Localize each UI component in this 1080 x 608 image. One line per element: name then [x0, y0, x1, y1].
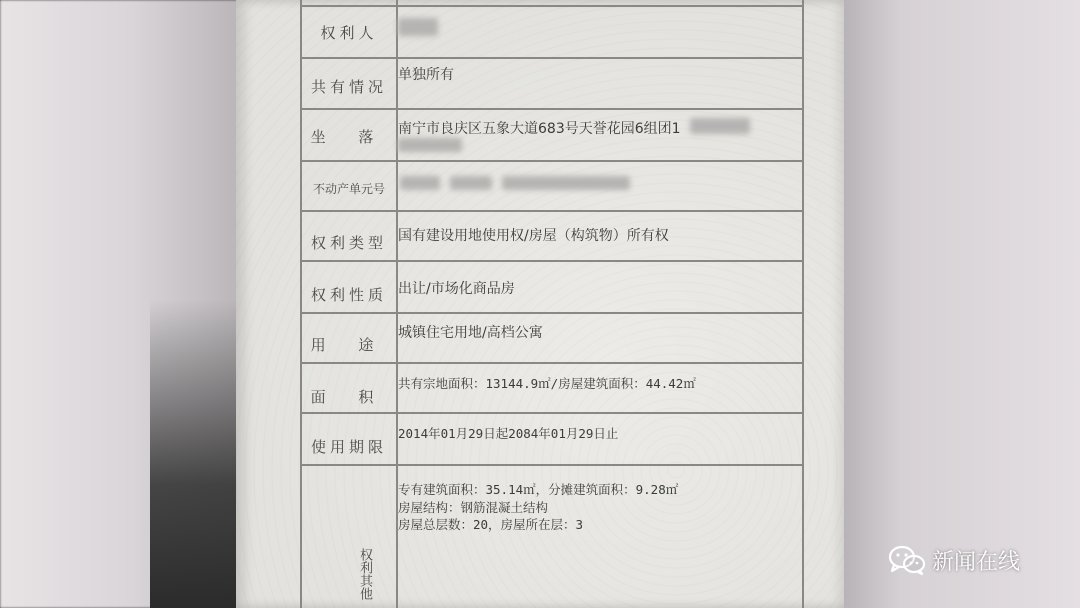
row-divider [300, 464, 802, 466]
wechat-icon [888, 544, 926, 576]
value-right-type: 国有建设用地使用权/房屋（构筑物）所有权 [398, 228, 669, 244]
redacted-location-unit [690, 118, 750, 134]
row-divider [300, 5, 802, 7]
value-right-nature: 出让/市场化商品房 [398, 281, 515, 297]
background-right [842, 0, 1080, 608]
background-shadow [150, 300, 245, 608]
row-divider [300, 57, 802, 59]
value-other-line-1: 专有建筑面积：35.14㎡，分摊建筑面积：9.28㎡ [398, 482, 679, 497]
redacted-unit-number-1 [400, 176, 440, 190]
redacted-location-line2 [398, 138, 462, 152]
row-divider [300, 108, 802, 110]
label-unit-number: 不动产单元号 [312, 182, 385, 196]
row-divider [300, 210, 802, 212]
row-divider [300, 362, 802, 364]
watermark-text: 新闻在线 [932, 549, 1021, 575]
label-term: 使用期限 [310, 438, 387, 456]
redacted-unit-number-2 [450, 176, 492, 190]
label-area: 面 积 [310, 388, 388, 406]
row-divider [300, 160, 802, 162]
redacted-unit-number-3 [502, 176, 630, 190]
value-term: 2014年01月29日起2084年01月29日止 [398, 426, 619, 441]
label-other-status [354, 548, 370, 600]
watermark [888, 540, 1020, 580]
value-location: 南宁市良庆区五象大道683号天誉花园6组团1 [398, 121, 681, 137]
value-area: 共有宗地面积：13144.9㎡/房屋建筑面积：44.42㎡ [398, 376, 696, 391]
redacted-owner [398, 18, 438, 36]
row-divider [300, 260, 802, 262]
label-right-type: 权利类型 [310, 234, 387, 252]
label-usage: 用 途 [310, 336, 388, 354]
label-right-nature: 权利性质 [310, 286, 387, 304]
label-co-ownership: 共有情况 [310, 78, 387, 96]
label-right-holder: 权利人 [320, 24, 378, 42]
value-other-line-3: 房屋总层数：20，房屋所在层：3 [398, 517, 584, 532]
value-co-ownership: 单独所有 [398, 67, 454, 83]
row-divider [300, 312, 802, 314]
label-location: 坐 落 [310, 128, 388, 146]
label-other-status-text: 权利其他 [357, 548, 372, 600]
value-usage: 城镇住宅用地/高档公寓 [398, 325, 543, 341]
value-other-line-2: 房屋结构：钢筋混凝土结构 [398, 500, 549, 515]
row-divider [300, 412, 802, 414]
